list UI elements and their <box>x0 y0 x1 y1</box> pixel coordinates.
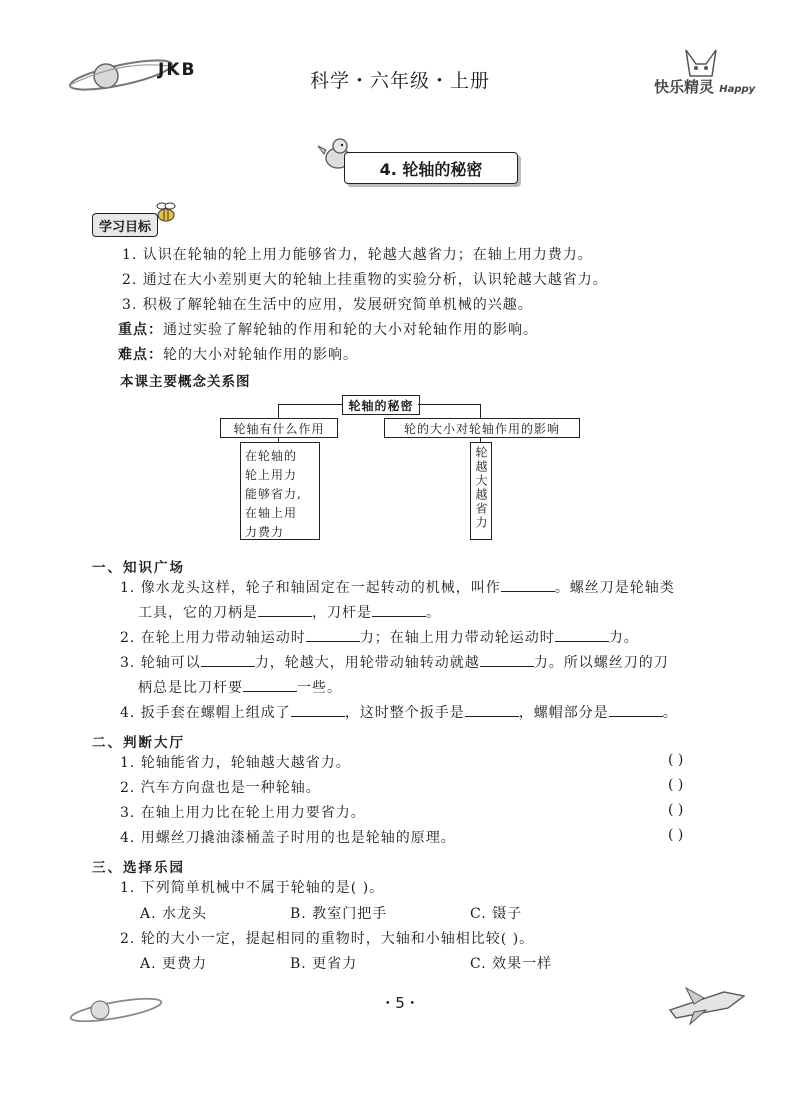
fill-question-1 <box>120 577 675 597</box>
choice-option-a[interactable]: A. 水龙头 <box>140 906 208 922</box>
concept-left: 轮轴有什么作用 <box>220 418 338 438</box>
logo-sub: Happy <box>719 84 756 95</box>
connector-line <box>278 404 342 405</box>
bee-icon <box>152 200 178 224</box>
lesson-title: 4. 轮轴的秘密 <box>344 152 518 184</box>
learning-objectives-tag: 学习目标 <box>92 213 158 237</box>
answer-blank[interactable] <box>465 702 519 717</box>
answer-blank[interactable] <box>555 627 609 642</box>
difficulty <box>118 344 358 364</box>
q1-text: ，刀杆是 <box>312 605 372 621</box>
connector-line <box>480 404 481 418</box>
answer-blank[interactable] <box>609 702 663 717</box>
happy-elf-logo <box>654 76 755 97</box>
book-title: 科学・六年级・上册 <box>309 70 490 92</box>
q4-text: ，这时整个扳手是 <box>344 705 465 721</box>
answer-blank[interactable] <box>372 602 426 617</box>
answer-blank[interactable] <box>201 652 255 667</box>
answer-blank[interactable] <box>291 702 345 717</box>
left-child-line: 能够省力, <box>245 487 302 501</box>
key-point-text: 通过实验了解轮轴的作用和轮的大小对轮轴作用的影响。 <box>163 322 538 338</box>
fill-question-2 <box>120 627 639 647</box>
left-child-line: 在轮轴的 <box>245 449 298 463</box>
choice-question-2: 2. 轮的大小一定，提起相同的重物时，大轴和小轴相比较( )。 <box>120 931 535 947</box>
answer-blank[interactable] <box>480 652 534 667</box>
section-choice-title: 三、选择乐园 <box>92 860 185 876</box>
logo-text: 快乐精灵 <box>654 78 715 96</box>
choice-option-b[interactable]: B. 更省力 <box>290 956 358 972</box>
judgment-item-4: 4. 用螺丝刀撬油漆桶盖子时用的也是轮轴的原理。 <box>120 830 456 846</box>
q4-text: ，螺帽部分是 <box>518 705 609 721</box>
q3-text: 力。所以螺丝刀的刀 <box>533 655 669 671</box>
answer-blank[interactable] <box>258 602 312 617</box>
answer-blank[interactable] <box>501 577 555 592</box>
judgment-item-1: 1. 轮轴能省力，轮轴越大越省力。 <box>120 755 351 771</box>
q3-text: 3. 轮轴可以 <box>120 655 201 671</box>
q1-text: 工具，它的刀柄是 <box>138 605 258 621</box>
objective-2: 2. 通过在大小差别更大的轮轴上挂重物的实验分析，认识轮越大越省力。 <box>122 272 608 288</box>
answer-paren[interactable]: ( ) <box>668 827 684 843</box>
q3-text: 柄总是比刀杆要 <box>138 680 243 696</box>
left-child-line: 力费力 <box>245 525 285 539</box>
fill-question-4 <box>120 702 678 722</box>
choice-question-1: 1. 下列简单机械中不属于轮轴的是( )。 <box>120 880 385 896</box>
answer-paren[interactable]: ( ) <box>668 777 684 793</box>
difficulty-label: 难点： <box>118 347 163 363</box>
brand-logo: JKB <box>158 60 197 80</box>
right-child-text: 轮越大越省力 <box>474 446 488 530</box>
q2-text: 力；在轴上用力带动轮运动时 <box>359 630 555 646</box>
key-point <box>118 319 538 339</box>
q1-text: 1. 像水龙头这样，轮子和轴固定在一起转动的机械，叫作 <box>120 580 501 596</box>
choice-option-c[interactable]: C. 镊子 <box>470 906 523 922</box>
answer-paren[interactable]: ( ) <box>668 752 684 768</box>
section-knowledge-title: 一、知识广场 <box>92 560 185 576</box>
q4-text: 4. 扳手套在螺帽上组成了 <box>120 705 291 721</box>
answer-blank[interactable] <box>306 627 360 642</box>
connector-line <box>278 404 279 418</box>
section-judgment-title: 二、判断大厅 <box>92 735 185 751</box>
q3-text: 力，轮越大，用轮带动轴转动就越 <box>254 655 480 671</box>
left-child-line: 在轴上用 <box>245 506 298 520</box>
concept-left-child <box>240 442 320 540</box>
q2-text: 2. 在轮上用力带动轴运动时 <box>120 630 306 646</box>
q1-text: 。 <box>426 605 441 621</box>
fill-question-3-cont <box>138 677 342 697</box>
q1-text: 。螺丝刀是轮轴类 <box>554 580 675 596</box>
left-child-line: 轮上用力 <box>245 468 298 482</box>
concept-right-child <box>470 442 492 540</box>
judgment-item-3: 3. 在轴上用力比在轮上用力要省力。 <box>120 805 366 821</box>
choice-option-c[interactable]: C. 效果一样 <box>470 956 553 972</box>
fill-question-3 <box>120 652 669 672</box>
rocket-decoration-icon <box>664 978 754 1028</box>
concept-right: 轮的大小对轮轴作用的影响 <box>384 418 580 438</box>
connector-line <box>418 404 480 405</box>
concept-root: 轮轴的秘密 <box>342 395 420 415</box>
choice-option-a[interactable]: A. 更费力 <box>140 956 208 972</box>
q2-text: 力。 <box>608 630 639 646</box>
answer-paren[interactable]: ( ) <box>668 802 684 818</box>
judgment-item-2: 2. 汽车方向盘也是一种轮轴。 <box>120 780 321 796</box>
difficulty-text: 轮的大小对轮轴作用的影响。 <box>163 347 358 363</box>
q4-text: 。 <box>662 705 678 721</box>
concept-map-heading: 本课主要概念关系图 <box>120 374 251 390</box>
fill-question-1-cont <box>138 602 441 622</box>
choice-option-b[interactable]: B. 教室门把手 <box>290 906 388 922</box>
q3-text: 一些。 <box>297 680 342 696</box>
objective-1: 1. 认识在轮轴的轮上用力能够省力，轮越大越省力；在轴上用力费力。 <box>122 247 593 263</box>
page-number: ・5・ <box>380 994 420 1012</box>
objective-3: 3. 积极了解轮轴在生活中的应用，发展研究简单机械的兴趣。 <box>122 297 533 313</box>
rabbit-mascot-icon <box>676 44 726 78</box>
answer-blank[interactable] <box>243 677 297 692</box>
key-point-label: 重点： <box>118 322 163 338</box>
